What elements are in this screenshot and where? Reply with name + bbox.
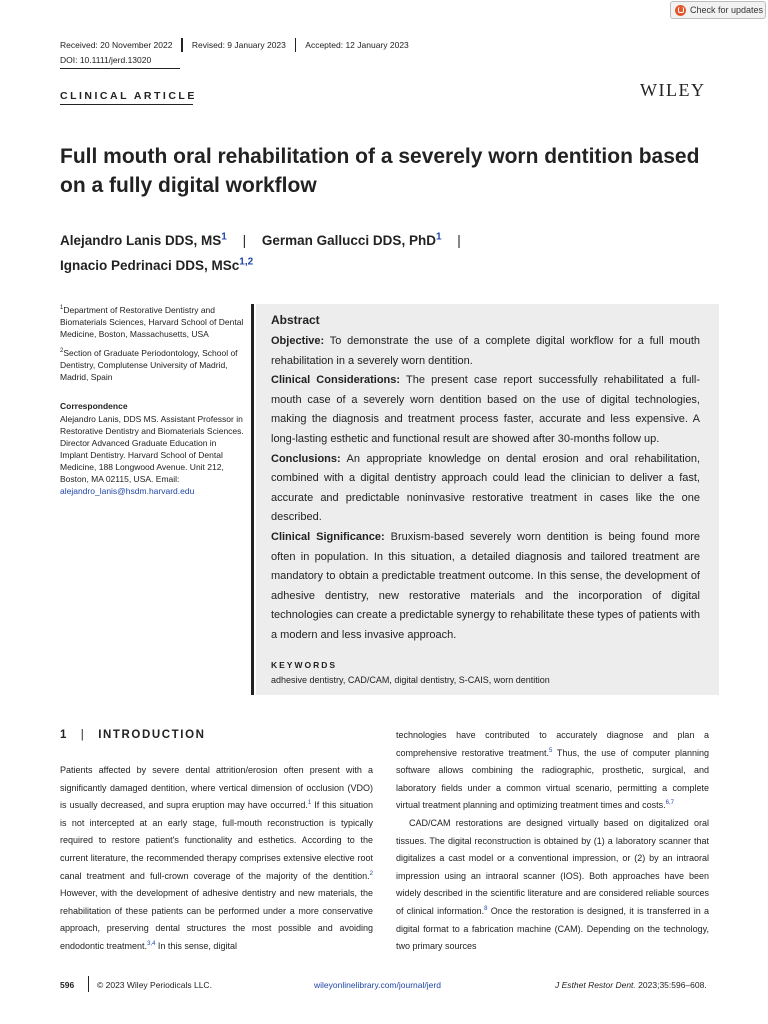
abstract-clinical-significance bbox=[271, 528, 700, 646]
affiliation-2 bbox=[60, 347, 246, 383]
abstract-clinical-considerations bbox=[271, 371, 700, 449]
author-affiliation-ref[interactable]: 1 bbox=[435, 231, 442, 243]
conclusions-text: An appropriate knowledge on dental erosion and oral rehabilitation, combined with a digital dentistry approach could lead the clinician to deliver a fast, accurate and predictable noninvasive restorative treatment in cases like the one described. bbox=[271, 452, 701, 524]
author-name[interactable]: Alejandro Lanis DDS, MS bbox=[60, 233, 222, 248]
affiliation-number: 1 bbox=[60, 305, 64, 312]
author-list bbox=[60, 228, 660, 278]
conclusions-label: Conclusions: bbox=[271, 452, 341, 465]
journal-url-link[interactable]: wileyonlinelibrary.com/journal/jerd bbox=[314, 980, 441, 990]
keywords-heading: KEYWORDS bbox=[271, 660, 338, 670]
divider bbox=[181, 38, 182, 52]
reference-link[interactable]: 5 bbox=[548, 747, 553, 754]
journal-name: J Esthet Restor Dent. bbox=[555, 980, 636, 990]
abstract-objective bbox=[271, 332, 700, 371]
check-for-updates-button[interactable] bbox=[670, 1, 766, 19]
reference-link[interactable]: 1 bbox=[307, 800, 312, 807]
author-separator: | bbox=[457, 233, 461, 248]
reference-link[interactable]: 3,4 bbox=[147, 940, 156, 947]
section-heading-introduction bbox=[60, 729, 206, 741]
correspondence-text: Alejandro Lanis, DDS MS. Assistant Professor in Restorative Dentistry and Biomaterials Sciences. Director Advanced Graduate Education in Implant Dentistry. Harvard School of Dental Medicine, 188 Longwood Avenue. Unit 212, Boston, MA 02115, USA. bbox=[60, 414, 244, 484]
clinical-considerations-text: The present case report successfully rehabilitated a full-mouth case of a severely worn dentition based on the use of digital technologies, making the diagnosis and treatment process faster, accurate and less expensive. A long-lasting esthetic and functional result are showed after 30-months follow up. bbox=[271, 374, 700, 445]
abstract-heading: Abstract bbox=[271, 313, 320, 327]
reference-link[interactable]: 6,7 bbox=[665, 800, 674, 807]
affiliation-number: 2 bbox=[60, 348, 64, 355]
intro-paragraph: technologies have contributed to accurately diagnose and plan a comprehensive restorative treatment.$^5$ Thus, the use of computer planning software allows combining the radiographic, prosthetic, surgical, and laboratory fields under a common virtual scenario, permitting a complete virtual treatment planning and optimizing treatment times and costs.$^{6,7}$ bbox=[396, 730, 709, 811]
reference-link[interactable]: 2 bbox=[369, 870, 373, 877]
accepted-date: Accepted: 12 January 2023 bbox=[305, 40, 409, 50]
author-affiliation-ref[interactable]: 1,2 bbox=[239, 256, 254, 268]
divider bbox=[295, 38, 296, 52]
abstract-conclusions bbox=[271, 450, 700, 528]
email-link[interactable]: alejandro_lanis@hsdm.harvard.edu bbox=[60, 486, 195, 496]
copyright: © 2023 Wiley Periodicals LLC. bbox=[97, 980, 212, 990]
clinical-significance-label: Clinical Significance: bbox=[271, 530, 385, 543]
author-affiliation-ref[interactable]: 1 bbox=[221, 231, 227, 243]
section-separator: | bbox=[80, 729, 86, 741]
author-separator: | bbox=[242, 233, 247, 248]
citation-details: 2023;35:596–608. bbox=[638, 980, 707, 990]
objective-text: To demonstrate the use of a complete digital workflow for a full mouth rehabilitation in a severely worn dentition. bbox=[271, 335, 700, 367]
article-title: Full mouth oral rehabilitation of a severely worn dentition based on a fully digital workflow bbox=[60, 145, 700, 197]
email-label: Email: bbox=[155, 474, 180, 484]
article-type: CLINICAL ARTICLE bbox=[60, 90, 197, 102]
objective-label: Objective: bbox=[271, 335, 325, 347]
clinical-considerations-label: Clinical Considerations: bbox=[271, 374, 401, 387]
check-for-updates-label: Check for updates bbox=[690, 5, 764, 15]
reference-link[interactable]: 8 bbox=[484, 905, 488, 912]
clinical-significance-text: Bruxism-based severely worn dentition is being found more often in population. In this situation, a detailed diagnosis and tailored treatment are mandatory to obtain a predictable treatment outcome. In this sense, the development of adhesive dentistry, new restorative materials and the incorporation of digital technologies can create a predictable synergy to rehabilitate these types of patients with a modern and less invasive approach. bbox=[271, 530, 700, 641]
publication-dates bbox=[60, 38, 409, 52]
page-number: 596 bbox=[60, 980, 75, 990]
correspondence-heading: Correspondence bbox=[60, 401, 128, 411]
received-date: Received: 20 November 2022 bbox=[60, 40, 173, 50]
update-icon bbox=[675, 5, 686, 16]
author-name[interactable]: German Gallucci DDS, PhD bbox=[261, 233, 436, 248]
affiliation-text: Department of Restorative Dentistry and Biomaterials Sciences, Harvard School of Dental Medicine, Boston, Massachusetts, USA bbox=[60, 305, 244, 339]
header-rule bbox=[60, 68, 180, 69]
journal-citation bbox=[555, 980, 707, 990]
affiliation-text: Section of Graduate Periodontology, School of Dentistry, Complutense University of Madrid, Madrid, Spain bbox=[60, 348, 238, 382]
affiliation-1 bbox=[60, 304, 246, 340]
section-title: INTRODUCTION bbox=[98, 729, 206, 741]
publisher-logo: WILEY bbox=[640, 80, 706, 100]
section-number: 1 bbox=[60, 729, 68, 741]
intro-paragraph: Patients affected by severe dental attrition/erosion often present with a significantly damaged dentition, where vertical dimension of occlusion (VDO) is usually decreased, and supra eruption may have occurred.$^1$ If this situation is not intercepted at an early stage, full-mouth reconstruction is typically required to restore patient's functionality and esthetics. According to the current literature, the recommended therapy comprises extensive elective root canal treatment and full-crown coverage of the majority of the dentition.$^2$ However, with the development of adhesive dentistry and new materials, the rehabilitation of these patients can be performed under a more conservative approach, preserving dental structures the most possible and avoiding endodontic treatment.$^{3,4}$ In this sense, digital bbox=[60, 765, 374, 951]
keywords: adhesive dentistry, CAD/CAM, digital dentistry, S-CAIS, worn dentition bbox=[271, 675, 550, 685]
intro-column-left bbox=[60, 762, 373, 956]
intro-column-right bbox=[396, 727, 709, 956]
abstract-body bbox=[271, 332, 700, 646]
intro-paragraph: CAD/CAM restorations are designed virtually based on digitalized oral tissues. The digital reconstruction is obtained by (1) a laboratory scanner that digitalizes a cast model or a conventional impression, or (2) by an intraoral impression using an intraoral scanner (IOS). Both approaches have been widely described in the scientific literature and are considered reliable sources of clinical information.$^8$ Once the restoration is designed, it is transferred in a digital format to a fabrication machine (CAM). Depending on the technology, two primary sources bbox=[396, 817, 709, 952]
abstract-side-rule bbox=[251, 304, 254, 695]
doi: DOI: 10.1111/jerd.13020 bbox=[60, 55, 152, 65]
footer-divider bbox=[88, 976, 89, 992]
author-name[interactable]: Ignacio Pedrinaci DDS, MSc bbox=[60, 258, 240, 273]
revised-date: Revised: 9 January 2023 bbox=[191, 40, 286, 50]
correspondence-details bbox=[60, 413, 246, 497]
article-type-underline bbox=[60, 104, 193, 105]
